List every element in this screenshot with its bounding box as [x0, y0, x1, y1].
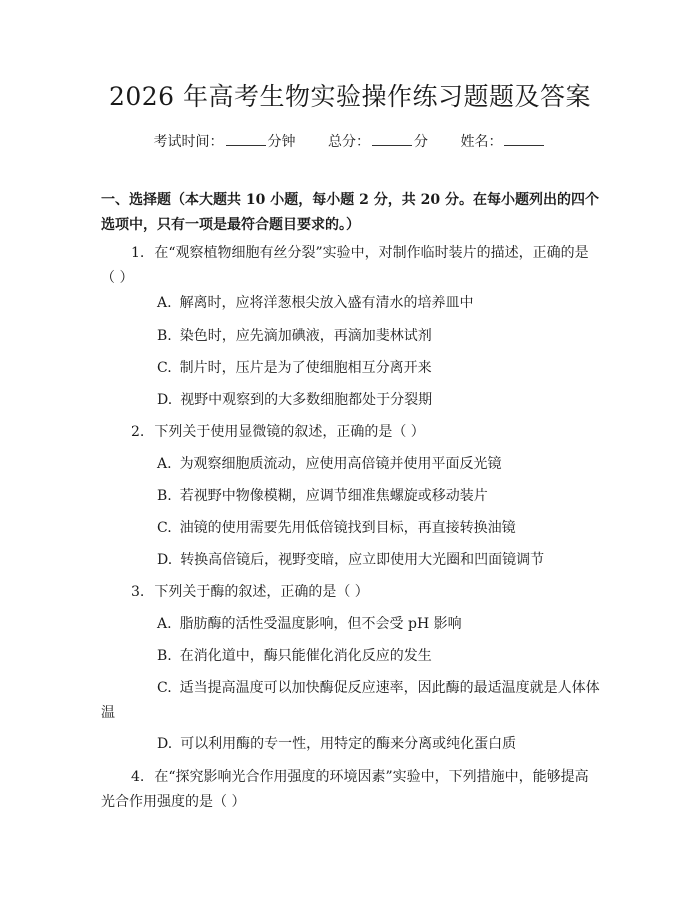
student-name-label: 姓名： [460, 134, 503, 150]
option-letter: D. [157, 552, 173, 568]
option-letter: D. [157, 392, 173, 408]
question-2-stem [101, 420, 601, 445]
exam-info-line [0, 131, 700, 152]
question-2-option-a [101, 452, 601, 477]
exam-time-unit: 分钟 [267, 134, 296, 150]
exam-time-label: 考试时间： [153, 134, 224, 150]
option-text: 适当提高温度可以加快酶促反应速率，因此酶的最适温度就是人体体温 [101, 680, 600, 721]
total-score-label: 总分： [328, 134, 370, 150]
question-4-stem [101, 765, 601, 815]
option-letter: C. [157, 520, 172, 536]
option-text: 染色时，应先滴加碘液，再滴加斐林试剂 [179, 328, 432, 344]
section-heading: 一、选择题（本大题共 10 小题，每小题 2 分，共 20 分。在每小题列出的四个选项中，只有一项是最符合题目要求的。） [101, 192, 599, 233]
question-2-option-b [101, 484, 601, 509]
question-3-stem [101, 580, 601, 605]
question-text: 下列关于使用显微镜的叙述，正确的是（ ） [154, 424, 425, 440]
question-number: 3. [131, 584, 145, 600]
option-text: 制片时，压片是为了使细胞相互分离开来 [179, 360, 432, 376]
question-1-option-d [101, 388, 601, 413]
total-score-blank [372, 131, 412, 146]
question-text: 在“观察植物细胞有丝分裂”实验中，对制作临时装片的描述，正确的是（ ） [101, 245, 589, 286]
question-1-option-b [101, 324, 601, 349]
option-letter: B. [157, 488, 172, 504]
question-number: 2. [131, 424, 145, 440]
option-text: 转换高倍镜后，视野变暗，应立即使用大光圈和凹面镜调节 [180, 552, 545, 568]
total-score-field [328, 131, 428, 152]
option-text: 视野中观察到的大多数细胞都处于分裂期 [180, 392, 433, 408]
option-letter: C. [157, 360, 172, 376]
option-text: 油镜的使用需要先用低倍镜找到目标，再直接转换油镜 [179, 520, 516, 536]
question-2-option-d [101, 548, 601, 573]
option-letter: A. [157, 456, 172, 472]
option-letter: B. [157, 648, 172, 664]
question-3-option-b [101, 644, 601, 669]
student-name-blank [504, 131, 544, 146]
total-score-unit: 分 [414, 134, 428, 150]
option-text: 在消化道中，酶只能催化消化反应的发生 [179, 648, 432, 664]
exam-time-blank [226, 131, 266, 146]
question-text: 在“探究影响光合作用强度的环境因素”实验中，下列措施中，能够提高光合作用强度的是（ ） [101, 769, 589, 810]
option-text: 解离时，应将洋葱根尖放入盛有清水的培养皿中 [179, 295, 474, 311]
question-3-option-a [101, 612, 601, 637]
question-text: 下列关于酶的叙述，正确的是（ ） [154, 584, 369, 600]
option-letter: A. [157, 295, 172, 311]
question-1-option-c [101, 356, 601, 381]
question-2-option-c [101, 516, 601, 541]
question-1-option-a [101, 291, 601, 316]
option-text: 可以利用酶的专一性，用特定的酶来分离或纯化蛋白质 [180, 736, 517, 752]
option-text: 脂肪酶的活性受温度影响，但不会受 pH 影响 [179, 616, 462, 632]
option-text: 为观察细胞质流动，应使用高倍镜并使用平面反光镜 [179, 456, 502, 472]
option-letter: B. [157, 328, 172, 344]
question-number: 1. [131, 245, 145, 261]
option-text: 若视野中物像模糊，应调节细准焦螺旋或移动装片 [179, 488, 488, 504]
option-letter: A. [157, 616, 172, 632]
question-number: 4. [131, 769, 145, 785]
question-3-option-d [101, 732, 601, 757]
page-title: 2026 年高考生物实验操作练习题题及答案 [108, 82, 592, 111]
option-letter: D. [157, 736, 173, 752]
student-name-field [460, 131, 546, 152]
question-3-option-c [101, 676, 601, 726]
option-letter: C. [157, 680, 172, 696]
exam-time-field [154, 131, 296, 152]
question-1-stem [101, 241, 601, 291]
